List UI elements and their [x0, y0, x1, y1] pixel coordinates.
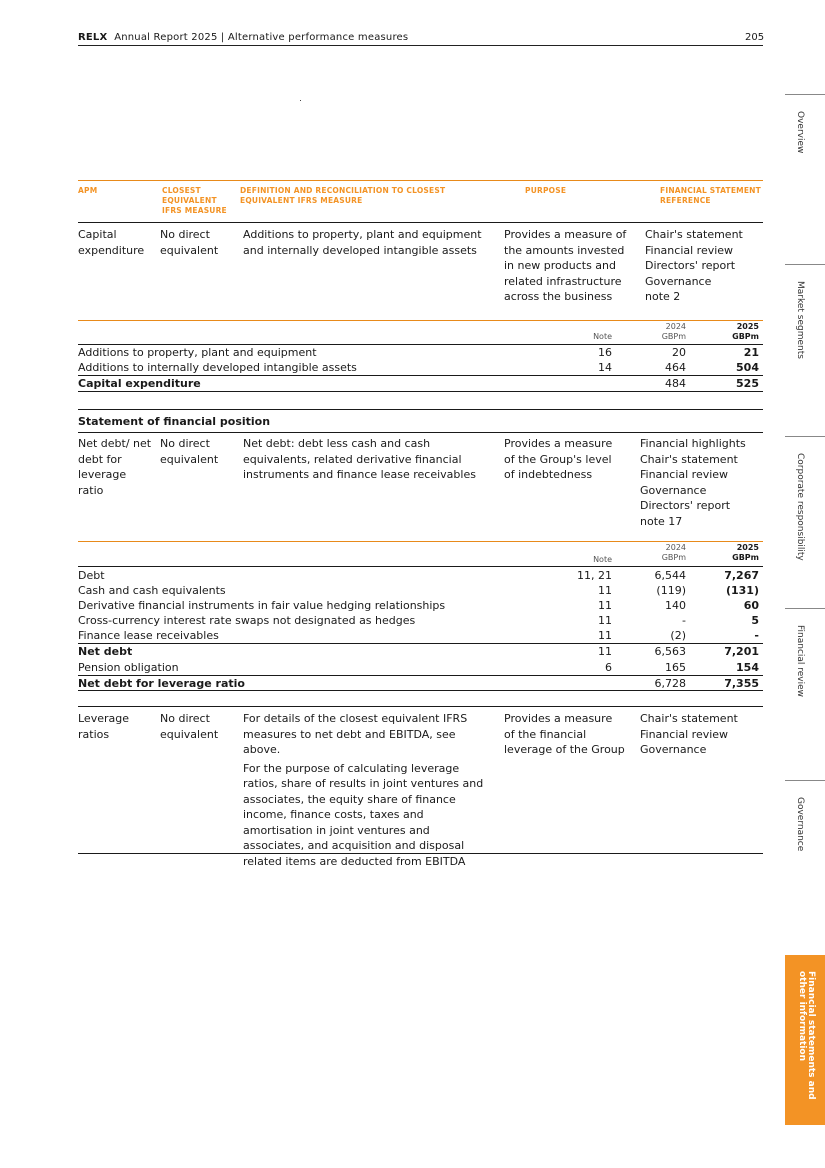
sfp-apm: Net debt/ net debt for leverage ratio: [78, 437, 152, 497]
page-number: 205: [745, 32, 765, 43]
col-purpose: PURPOSE: [525, 186, 567, 195]
capex-table-top-rule: [78, 320, 763, 321]
table-row: Finance lease receivables 11 (2) -: [78, 629, 759, 642]
sfp-title: Statement of financial position: [78, 415, 271, 428]
running-header: [78, 32, 408, 43]
sfp-table-top-rule: [78, 541, 763, 542]
sfp-purpose: Provides a measure of the Group's level of indebtedness: [504, 437, 613, 481]
capex-reference: Chair's statement Financial review Directors' report Governance note 2: [645, 228, 743, 303]
table-row: Cross-currency interest rate swaps not designated as hedges 11 - 5: [78, 614, 759, 627]
side-tab-financial-statements[interactable]: Financial statements and other information: [785, 955, 825, 1125]
leverage-apm: Leverage ratios: [78, 712, 129, 741]
sfp-year1: 2024 GBPm: [661, 543, 686, 562]
side-tab-overview[interactable]: Overview: [785, 94, 825, 261]
leverage-purpose: Provides a measure of the financial leverage of the Group: [504, 712, 625, 756]
row-rule: [78, 375, 763, 376]
col-definition: DEFINITION AND RECONCILIATION TO CLOSEST EQUIVALENT IFRS MEASURE: [240, 186, 446, 205]
brand: RELX: [78, 32, 108, 43]
side-tab-corporate-responsibility[interactable]: Corporate responsibility: [785, 436, 825, 607]
capex-apm: Capital expenditure: [78, 228, 145, 257]
column-header-bottom-rule: [78, 222, 763, 223]
col-apm: APM: [78, 186, 98, 195]
dot: [300, 100, 301, 101]
header-title: Annual Report 2025 | Alternative performance measures: [114, 32, 409, 43]
sfp-note-head: Note: [593, 555, 612, 564]
table-row: Additions to internally developed intangible assets 14 464 504: [78, 361, 759, 374]
side-tab-governance[interactable]: Governance: [785, 780, 825, 951]
sfp-equiv: No direct equivalent: [160, 437, 219, 466]
table-row: Cash and cash equivalents 11 (119) (131): [78, 584, 759, 597]
capex-year1: 2024 GBPm: [661, 322, 686, 341]
table-row-total: Capital expenditure 484 525: [78, 377, 759, 390]
capex-year2: 2025 GBPm: [732, 322, 759, 341]
capex-definition: Additions to property, plant and equipment and internally developed intangible assets: [243, 228, 482, 257]
row-rule: [78, 675, 763, 676]
leverage-bottom-rule: [78, 853, 763, 854]
row-rule: [78, 643, 763, 644]
leverage-definition: For details of the closest equivalent IFRS measures to net debt and EBITDA, see above. For the purpose of calculating leverage ratios, share of results in joint ventures and associates, the equity share of finance income, finance costs, taxes and amortisation in joint ventures and associates, and acquisition and disposal related items are deducted from EBITDA: [243, 712, 484, 868]
side-tab-market-segments[interactable]: Market segments: [785, 264, 825, 435]
leverage-equiv: No direct equivalent: [160, 712, 219, 741]
table-row-total: Net debt for leverage ratio 6,728 7,355: [78, 677, 759, 690]
sfp-title-rule: [78, 432, 763, 433]
sfp-definition: Net debt: debt less cash and cash equivalents, related derivative financial instruments and finance lease receivables: [243, 437, 476, 481]
side-tab-financial-review[interactable]: Financial review: [785, 608, 825, 779]
sfp-year2: 2025 GBPm: [732, 543, 759, 562]
table-row: Additions to property, plant and equipment 16 20 21: [78, 346, 759, 359]
col-reference: FINANCIAL STATEMENT REFERENCE: [660, 186, 761, 205]
capex-equiv: No direct equivalent: [160, 228, 219, 257]
sfp-table-head-rule: [78, 566, 763, 567]
sfp-reference: Financial highlights Chair's statement Financial review Governance Directors' report note 17: [640, 437, 746, 528]
capex-purpose: Provides a measure of the amounts invested in new products and related infrastructure across the business: [504, 228, 627, 303]
sfp-top-rule: [78, 409, 763, 410]
capex-note-head: Note: [593, 332, 612, 341]
table-row: Pension obligation 6 165 154: [78, 661, 759, 674]
table-row: Derivative financial instruments in fair value hedging relationships 11 140 60: [78, 599, 759, 612]
column-header-top-rule: [78, 180, 763, 181]
table-row: Debt 11, 21 6,544 7,267: [78, 569, 759, 582]
header-rule: [78, 45, 763, 46]
capex-table-bottom-rule: [78, 391, 763, 392]
table-row-subtotal: Net debt 11 6,563 7,201: [78, 645, 759, 658]
leverage-top-rule: [78, 706, 763, 707]
col-equiv: CLOSEST EQUIVALENT IFRS MEASURE: [162, 186, 227, 215]
sfp-table-bottom-rule: [78, 690, 763, 691]
capex-table-head-rule: [78, 344, 763, 345]
leverage-reference: Chair's statement Financial review Governance: [640, 712, 738, 756]
